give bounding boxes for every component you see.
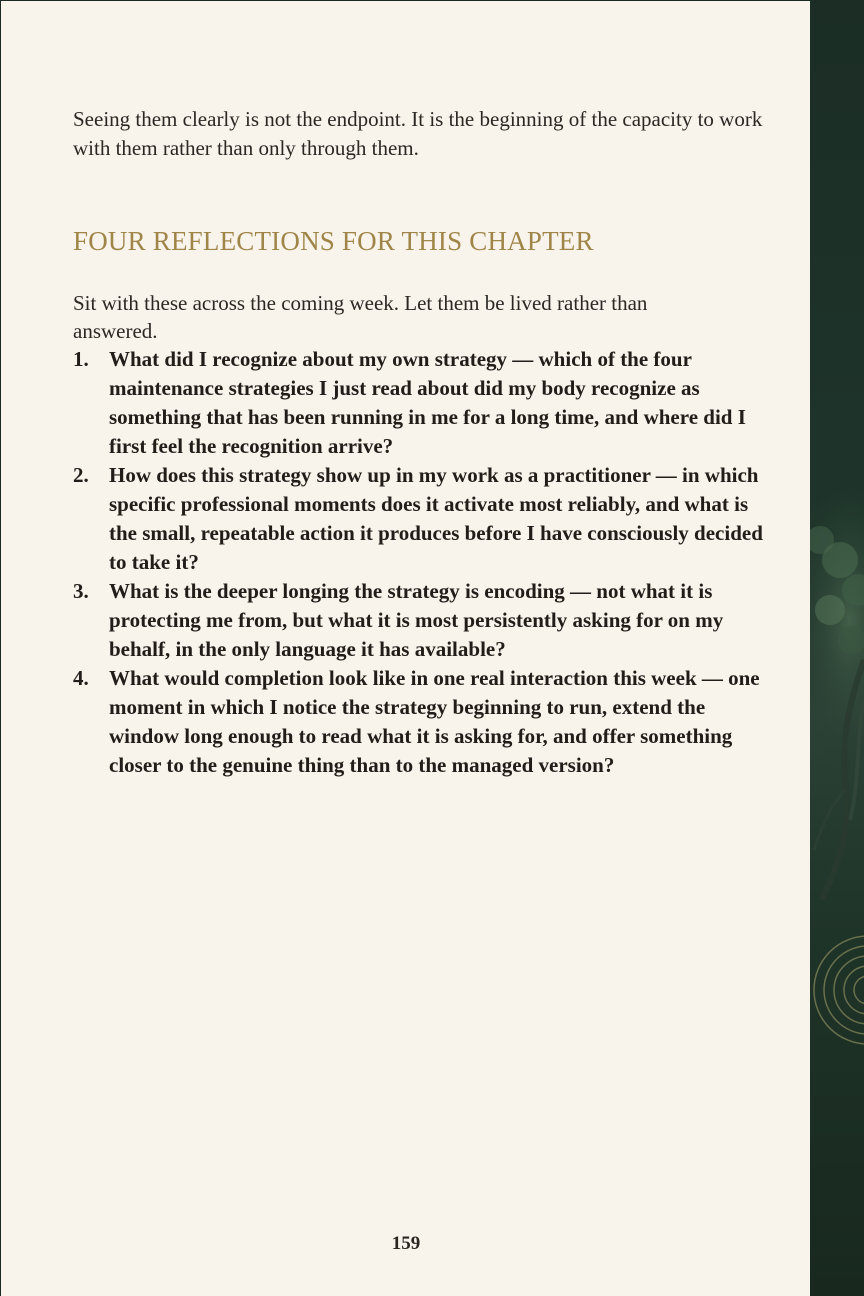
page-content: [73, 105, 763, 780]
list-item-text: How does this strategy show up in my work as a practitioner — in which specific professional moments does it activate most reliably, and what is the small, repeatable action it produces before I have consciously decided to take it?: [109, 463, 763, 574]
list-item-number: 4.: [73, 666, 89, 690]
list-item: [73, 577, 763, 664]
side-cover-art: [810, 0, 864, 1296]
list-item-number: 1.: [73, 347, 89, 371]
list-item: [73, 461, 763, 577]
tree-and-labyrinth-icon: [810, 0, 864, 1296]
page-number: 159: [391, 1233, 421, 1254]
list-item: [73, 664, 763, 780]
section-heading: FOUR REFLECTIONS FOR THIS CHAPTER: [73, 226, 594, 256]
list-item-number: 2.: [73, 463, 89, 487]
lead-paragraph: Sit with these across the coming week. Let them be lived rather than answered.: [73, 291, 648, 343]
reflection-list: [73, 345, 763, 780]
list-item-number: 3.: [73, 579, 89, 603]
intro-paragraph: Seeing them clearly is not the endpoint. It is the beginning of the capacity to work with them rather than only through them.: [73, 107, 763, 160]
list-item-text: What is the deeper longing the strategy is encoding — not what it is protecting me from, but what it is most persistently asking for on my behalf, in the only language it has available?: [109, 579, 724, 661]
list-item: [73, 345, 763, 461]
list-item-text: What would completion look like in one real interaction this week — one moment in which I notice the strategy beginning to run, extend the window long enough to read what it is asking for, and offer something closer to the genuine thing than to the managed version?: [109, 666, 760, 777]
list-item-text: What did I recognize about my own strategy — which of the four maintenance strategies I just read about did my body recognize as something that has been running in me for a long time, and where did I first feel the recognition arrive?: [109, 347, 746, 458]
